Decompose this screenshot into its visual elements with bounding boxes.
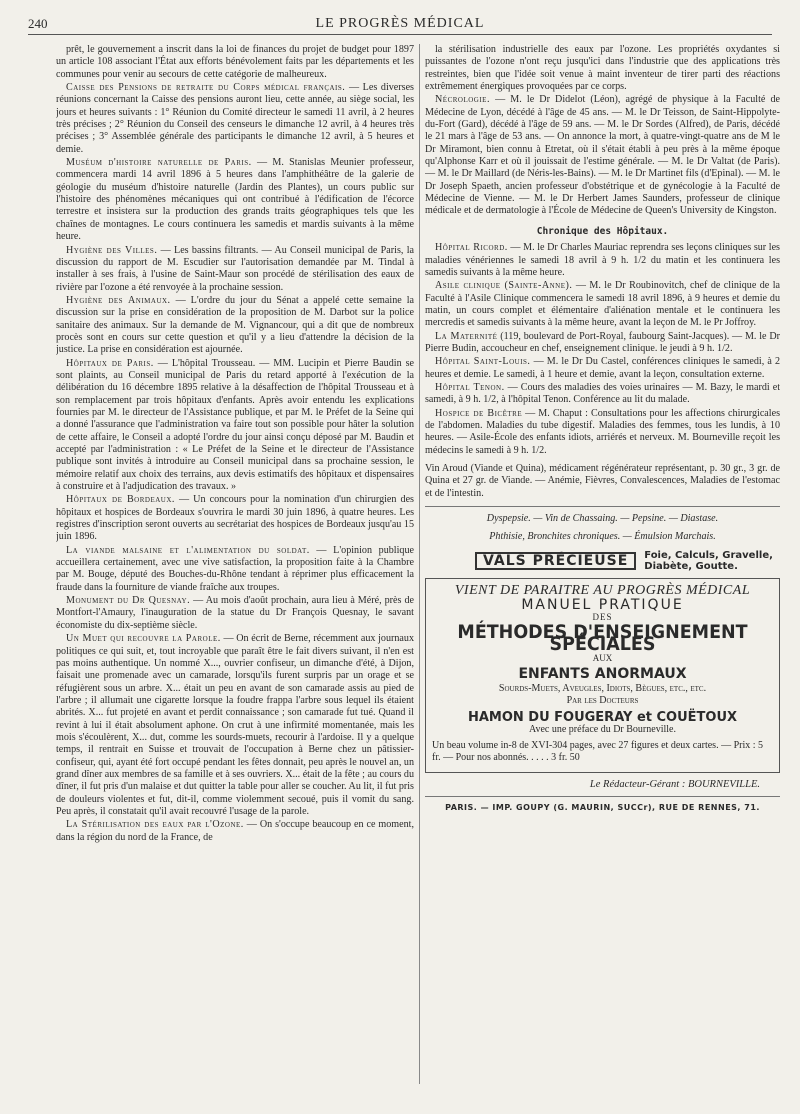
book-authors: HAMON DU FOUGERAY et COUËTOUX [467,709,738,725]
article-paragraph [425,242,780,279]
article-body: — M. Stanislas Meunier professeur, commencera mardi 14 avril 1896 à 5 heures dans l'amphithéâtre de la galerie de géologie du muséum d'histoire naturelle (Jardin des Plantes), un cours public sur l'histoire des phénomènes mécaniques qui ont contribué à l'édification de l'écorce terrestre et insistera sur la production des grands traits géographiques tels que les chaînes de montagnes. Le cours continuera les samedis et mardis suivants à la même heure. [56,157,414,243]
article-title: Hospice de Bicêtre [435,407,523,419]
article-title: La Maternité [435,330,498,342]
ad-vin-aroud: Vin Aroud (Viande et Quina), médicament régénérateur représentant, p. 30 gr., 3 gr. de Quina et 27 gr. de Viande. — Anémie, Fièvres, Convalescences, Maladies de l'estomac et de l'intestin. [425,463,780,499]
article-paragraph [56,633,414,818]
article-title: Un Muet qui recouvre la Parole. [66,633,221,645]
article-paragraph [56,44,414,81]
announcement-heading: VIENT DE PARAITRE AU PROGRÈS MÉDICAL [454,582,751,598]
left-column [56,44,414,1084]
book-title-2: ENFANTS ANORMAUX [518,665,687,682]
article-body: — M. le Dr Charles Mauriac reprendra ses leçons cliniques sur les maladies vénériennes le samedi 18 avril à 9 h. 1/2 du matin et les continuera les samedis suivants à la même heure. [425,242,780,278]
book-price: Un beau volume in-8 de XVI-304 pages, avec 27 figures et deux cartes. — Prix : 5 fr. — Pour nos abonnés. . . . . 3 fr. 50 [432,739,764,763]
article-body: — M. le Dr Du Castel, conférences cliniques le samedi, à 2 heures et demie. Le samedi, à 1 heure et demie, avant la leçon, consultation externe. [425,356,780,380]
article-title: Hygiène des Villes. [66,244,158,256]
editor-signature: Le Rédacteur-Gérant : BOURNEVILLE. [589,778,760,790]
article-paragraph [425,356,780,381]
article-paragraph [56,819,414,844]
article-title: Hôpital Ricord. [435,242,508,254]
article-paragraph [56,245,414,294]
article-body: — On s'occupe beaucoup en ce moment, dans la région du nord de la France, de [56,819,414,843]
article-paragraph [425,382,780,407]
article-title: Hôpitaux de Paris. [66,357,154,369]
article-title: Nécrologie. [435,94,490,106]
section-subheading: Chronique des Hôpitaux. [536,225,669,237]
article-title: Hôpital Tenon. [435,381,505,393]
vals-brand: VALS PRÉCIEUSE [475,552,636,570]
article-body: (119, boulevard de Port-Royal, faubourg Saint-Jacques). — M. le Dr Pierre Budin, accoucheur en chef, enseignement clinique. le jeudi à 9 h. 1/2. [425,330,780,354]
article-body: prêt, le gouvernement a inscrit dans la loi de finances du projet de budget pour 1897 un article 108 associant l'État aux efforts bénévolement faits par les départements et les communes pour venir au secours de cette catégorie de malheureux. [56,44,414,80]
article-title: Asile clinique (Sainte-Anne). [435,280,573,292]
article-body: — L'hôpital Trousseau. — MM. Lucipin et Pierre Baudin se sont plaints, au Conseil municipal de Paris du retard apporté à l'exécution de la délibération du 16 décembre 1895 relative à la désaffection de l'hôpital Trousseau et à son remplacement par trois hôpitaux d'enfants. Après avoir entendu les explications fournies par M. le directeur de l'Assistance publique, et par M. le Préfet de la Seine qui a donné l'assurance que l'administration va faire tout son possible pour hâter la solution de cette affaire, le Conseil a adopté l'ordre du jour ainsi conçu déposé par M. Baudin et accepté par l'administration : « Le Préfet de la Seine et le directeur de l'Assistance publique sont invités à introduire au Conseil municipal dans sa prochaine session, le mémoire relatif aux choix des terrains, aux devis estimatifs des hôpitaux et dispensaires à construire et à l'adjudication des travaux. » [56,357,414,493]
article-body: — M. le Dr Roubinovitch, chef de clinique de la Faculté à l'Asile Clinique commencera le samedi 18 avril 1896, à 9 heures et demie du matin, un cours complet et élémentaire d'aliénation mentale et le continuera les mercredis et samedis suivants à la même heure, avant la leçon de M. le Pr Joffroy. [425,280,780,329]
article-title: Monument du Dr Quesnay. [66,595,191,607]
page-header [28,16,772,35]
article-body: la stérilisation industrielle des eaux par l'ozone. Les propriétés oxydantes si puissantes de l'ozone n'ont reçu jusqu'ici dans l'industrie que des applications très restreintes, bien que l'idée soit venue à maint inventeur de tirer parti des réactions extrêmement énergiques provoquées par ce corps. [425,44,780,93]
article-title: La viande malsaine et l'alimentation du soldat. [66,544,310,556]
article-paragraph [56,358,414,494]
article-body: — M. le Dr Didelot (Léon), agrégé de physique à la Faculté de Médecine de Lyon, décédé à l'âge de 45 ans. — M. le Dr Teisson, de Saint-Hippolyte-du-Fort (Gard), décédé à l'âge de 59 ans. — M. le Dr Sordes (Alfred), de Paris, décédé le 21 mars à l'âge de 53 ans. — On annonce la mort, à quatre-vingt-quatre ans de M le Dr Miramont, bien connu à Etretat, où il s'était établi à peu près à la même époque qu'Alphonse Karr et où il jouissait de l'estime générale. — M. le Dr Valtat (de Paris). — M. le Dr Maillard (de Néris-les-Bains). — M. le Dr Martinet fils (d'Epinal). — M. le Dr Joseph Spaeth, ancien professeur d'obstétrique et de gynécologie à la Faculté de Médecine de Vienne. — M. le Dr Herbert James Saunders, professeur de clinique médicale et de dermatologie à l'École de Médecine de Queen's University de Kingston. [425,94,780,217]
book-announcement: VIENT DE PARAITRE AU PROGRÈS MÉDICAL MANUEL PRATIQUE DES MÉTHODES D'ENSEIGNEMENT SPÉCIALES AUX ENFANTS ANORMAUX Sourds-Muets, Aveugles, Idiots, Bègues, etc., etc. Par les Docteurs HAMON DU FOUGERAY et COUËTOUX Avec une préface du Dr Bourneville. Un beau volume in-8 de XVI-304 pages, avec 27 figures et deux cartes. — Prix : 5 fr. — Pour nos abonnés. . . . . 3 fr. 50 [425,578,780,773]
book-title: MÉTHODES D'ENSEIGNEMENT SPÉCIALES [457,620,748,656]
article-paragraph [425,44,780,93]
article-body: — L'ordre du jour du Sénat a appelé cette semaine la discussion sur la prise en considération de la proposition de M. Darbot sur la police sanitaire des animaux. Sur la demande de M. Vignancour, qui a dit que de nombreux procès sont en cours sur cette question et qu'il y a lieu d'attendre la décision de la justice. La prise en considération est ajournée. [56,294,414,356]
article-paragraph [56,157,414,243]
right-column [425,44,780,1084]
article-title: La Stérilisation des eaux par l'Ozone. [66,819,244,831]
article-paragraph [425,408,780,457]
article-title: Hygiène des Animaux. [66,294,171,306]
article-body: — Les bassins filtrants. — Au Conseil municipal de Paris, la discussion du rapport de M. Escudier sur l'autorisation demandée par M. Tindal à installer à ses frais, à l'usine de Saint-Maur son procédé de stérilisation des eaux de rivière par l'ozone a été renvoyée à la prochaine session. [56,244,414,293]
book-subtitle: MANUEL PRATIQUE [521,597,684,614]
right-column-articles [425,44,780,457]
printer-imprint: PARIS. — IMP. GOUPY (G. MAURIN, SUCCr), RUE DE RENNES, 71. [445,802,760,812]
article-paragraph [56,494,414,543]
column-divider [419,44,420,1084]
article-body: — Au mois d'août prochain, aura lieu à Méré, près de Montfort-l'Amaury, l'inauguration de la statue du Dr François Quesnay, le savant économiste du dix-septième siècle. [56,595,414,631]
article-title: Hôpitaux de Bordeaux. [66,494,175,506]
divider [425,796,780,797]
article-title: Hôpital Saint-Louis. [435,356,531,368]
vals-indications: Foie, Calculs, Gravelle, Diabète, Goutte. [644,549,773,572]
article-paragraph [425,94,780,217]
article-paragraph [56,545,414,594]
article-body: — On écrit de Berne, récemment aux journaux politiques ce qui suit, et, tout incroyable que paraît être le fait divers suivant, il n'en est pas moins authentique. Un nommé X..., ouvrier confiseur, un dimanche d'été, à Dijon, faisait une promenade avec un camarade, lorsqu'ils furent surpris par un orage et se réfugièrent sous un arbre. X... était un peu en avant de son camarade assis au pied de l'arbre ; il allumait une cigarette lorsque la foudre frappa l'arbre sous lequel ils étaient abrités. X... fut projeté en avant et perdit connaissance ; son camarade fut tué. Quand il revint à lui il était absolument aphone. On crut à une infirmité momentanée, mais les mois s'écoulèrent, X... dut, comme les sourds-muets, recourir à l'ardoise. Il y a quelque temps, il rentrait en Suisse et trouvait de l'occupation à Berne chez un pâtissier-confiseur, qui, ayant été fort occupé pendant les fêtes donnait, peu après le nouvel an, un grand dîner aux membres de sa famille et à ses ouvriers. X... était de la fête ; au cours du dîner, il fut pris d'un malaise et dut quitter la table pour aller se coucher. Au lit, il fut pris de douleurs violentes et fut, dit-il, comme violemment secoué, puis il vomit du sang. Peu après, il constatait qu'il avait recouvré l'usage de la parole. [56,633,414,817]
article-paragraph [425,280,780,329]
ad-vals [475,550,780,572]
article-paragraph [56,82,414,156]
page-number: 240 [28,16,48,31]
article-body: — L'opinion publique accueillera certainement, avec une vive satisfaction, la proposition faite à la Chambre par M. Bouge, député des Bouches-du-Rhône tendant à réprimer plus efficacement la fraude dans la fourniture de viande fraîche aux troupes. [56,544,414,593]
ad-phthisie: Phthisie, Bronchites chroniques. — Émulsion Marchais. [489,531,716,543]
article-title: Muséum d'histoire naturelle de Paris. [66,157,252,169]
journal-title: LE PROGRÈS MÉDICAL [315,16,485,31]
article-body: — M. Chaput : Consultations pour les affections chirurgicales de l'abdomen. Maladies du tube digestif. Maladies des femmes, tous les lundis, à 10 heures. — Asile-École des enfants idiots, arriérés et nerveux. M. Bourneville reçoit les médecins le samedi à 9 h. 1/2. [425,407,780,456]
article-paragraph [425,331,780,356]
article-title: Caisse des Pensions de retraite du Corps médical français. [66,82,346,94]
article-body: — Un concours pour la nomination d'un chirurgien des hôpitaux et hospices de Bordeaux s'ouvrira le mardi 30 juin 1896, à quatre heures. Les registres d'inscription seront ouverts au secrétariat des hospices de Bordeaux jusqu'au 15 juin 1896. [56,494,414,543]
article-paragraph [56,595,414,632]
article-body: — Les diverses réunions concernant la Caisse des pensions auront lieu, cette année, au siège social, les jours et heures suivants : 1° Réunion du Comité directeur le samedi 11 avril, à 2 heures très précises ; 2° Réunion du Conseil des censeurs le dimanche 12 avril, à 4 heures très précises ; 3° Assemblée générale des participants le dimanche 12 avril, à 5 heures et demie. [56,82,414,155]
article-paragraph [56,295,414,357]
article-body: — Cours des maladies des voies urinaires — M. Bazy, le mardi et samedi, à 9 h. 1/2, à l'hôpital Tenon. Conférence au lit du malade. [425,381,780,406]
ad-dyspepsie: Dyspepsie. — Vin de Chassaing. — Pepsine. — Diastase. [486,513,719,525]
divider [425,506,780,507]
